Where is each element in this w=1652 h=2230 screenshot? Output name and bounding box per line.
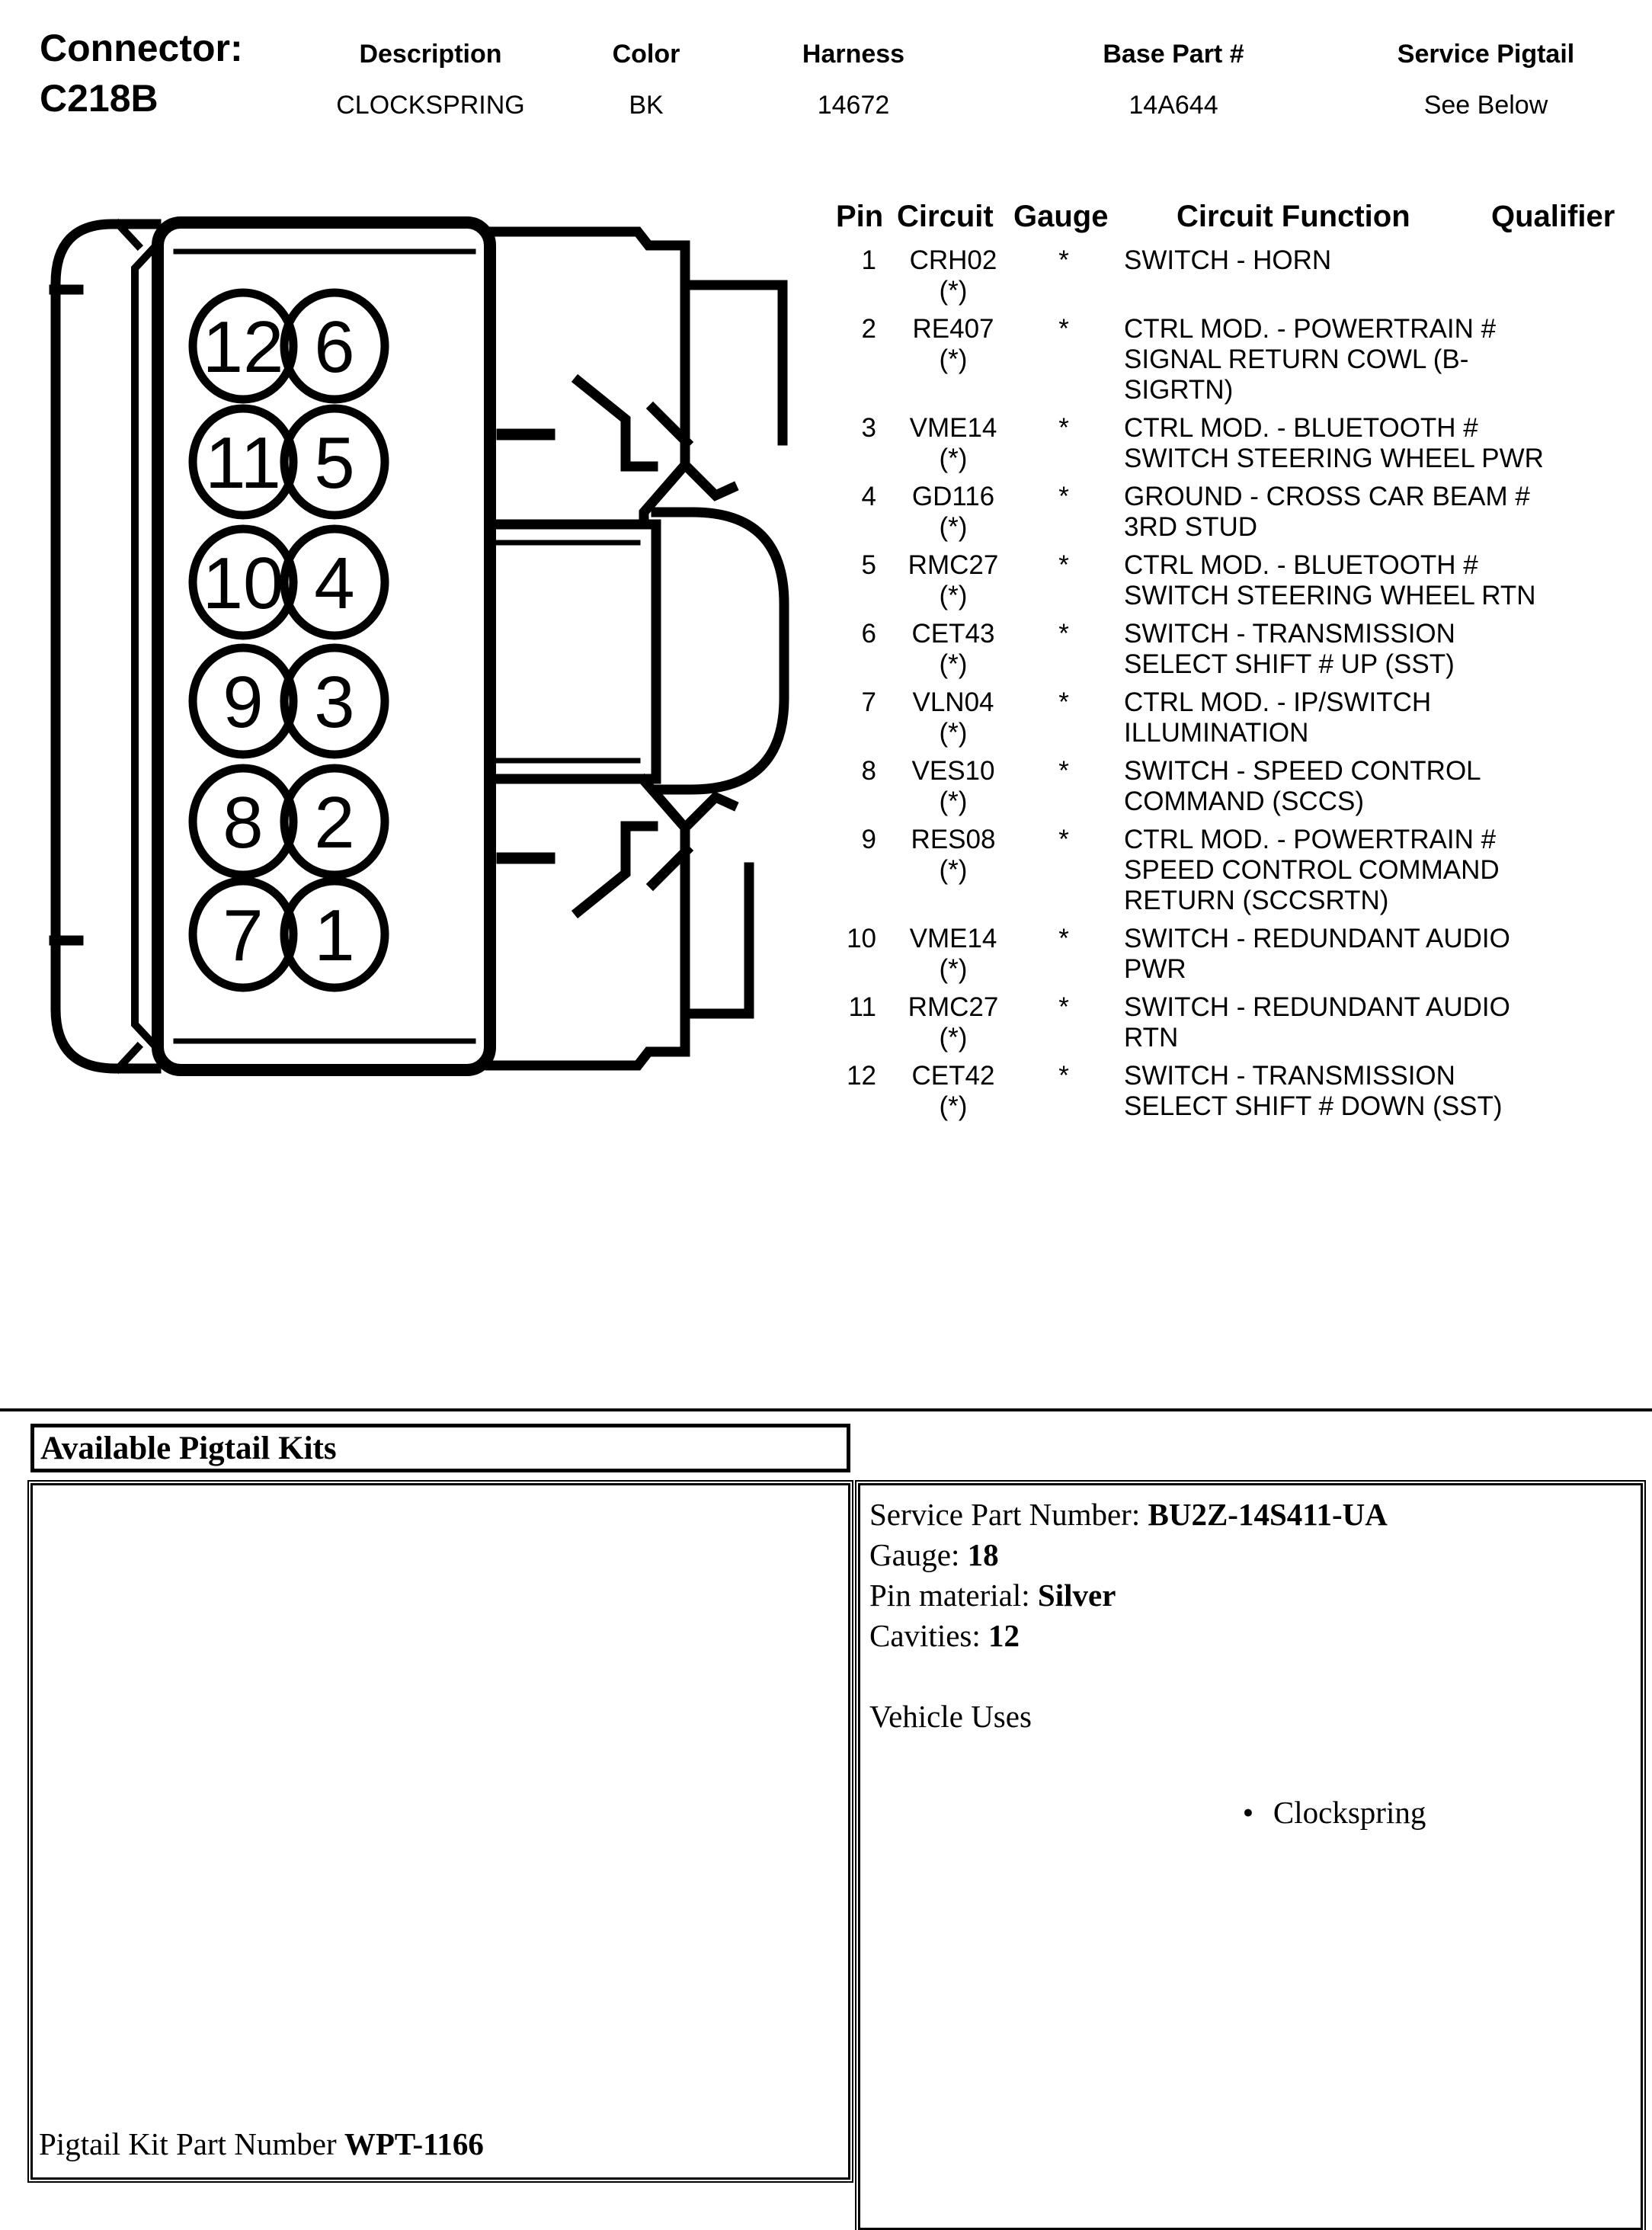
header-col-base-part- <box>1036 40 1311 120</box>
circuit-note: (*) <box>939 787 968 816</box>
circuit-function: SWITCH - TRANSMISSION SELECT SHIFT # UP (SST) <box>1124 619 1455 679</box>
circuit-note: (*) <box>939 512 968 542</box>
connector-id: C218B <box>40 77 158 120</box>
pin-cavity-number: 9 <box>223 662 264 743</box>
pin-cavities <box>193 293 385 988</box>
pin-cavity-number: 11 <box>205 422 281 504</box>
pigtail-kits-title: Available Pigtail Kits <box>40 1430 337 1466</box>
pin-cavity-number: 8 <box>223 782 264 863</box>
pin-number: 12 <box>847 1061 876 1091</box>
pin-row-6 <box>834 619 1652 680</box>
header-col-service-pigtail <box>1349 40 1623 120</box>
circuit-function: GROUND - CROSS CAR BEAM # 3RD STUD <box>1124 482 1530 542</box>
circuit-function: CTRL MOD. - POWERTRAIN # SIGNAL RETURN COWL (B-SIGRTN) <box>1124 314 1497 405</box>
service-detail-value: 18 <box>967 1537 999 1572</box>
pin-row-3 <box>834 413 1652 474</box>
pigtail-kit-number: WPT-1166 <box>344 2126 484 2161</box>
circuit-note: (*) <box>939 649 968 679</box>
pin-number: 2 <box>861 314 876 344</box>
gauge-value: * <box>1058 756 1069 786</box>
pin-number: 10 <box>847 924 876 953</box>
pin-cavity-number: 7 <box>223 895 264 976</box>
header-col-value: BK <box>629 91 664 120</box>
circuit-note: (*) <box>939 1023 968 1053</box>
pigtail-kits-title-box <box>30 1424 850 1472</box>
header-col-harness <box>716 40 991 120</box>
circuit-code: VLN04 <box>912 687 994 717</box>
pin-number: 8 <box>861 756 876 786</box>
col-header-gauge: Gauge <box>1013 200 1109 233</box>
pigtail-kit-label: Pigtail Kit Part Number <box>39 2126 337 2161</box>
circuit-function: SWITCH - HORN <box>1124 245 1332 275</box>
pin-cavity-number: 4 <box>314 543 355 624</box>
pin-number: 7 <box>861 687 876 717</box>
circuit-code: RE407 <box>912 314 994 344</box>
bullet-icon: ● <box>1243 1802 1253 1821</box>
circuit-note: (*) <box>939 855 968 885</box>
header-col-label: Color <box>612 40 680 69</box>
circuit-code: RES08 <box>911 825 996 854</box>
qualifier-value <box>1551 1061 1652 1122</box>
circuit-cell <box>896 825 1010 916</box>
header-col-label: Harness <box>802 40 905 69</box>
qualifier-value <box>1551 924 1652 985</box>
connector-header <box>40 23 243 123</box>
service-detail-value: BU2Z-14S411-UA <box>1148 1497 1388 1532</box>
circuit-cell <box>896 413 1010 474</box>
pin-row-4 <box>834 482 1652 543</box>
service-part-box <box>858 1483 1643 2230</box>
service-detail-line <box>869 1495 1631 1535</box>
pin-row-11 <box>834 992 1652 1053</box>
circuit-cell <box>896 550 1010 611</box>
circuit-note: (*) <box>939 276 968 306</box>
gauge-value: * <box>1058 924 1069 953</box>
gauge-value: * <box>1058 245 1069 275</box>
profile-top-ext <box>685 285 783 441</box>
service-detail-line <box>869 1535 1631 1575</box>
service-part-details <box>869 1495 1631 1656</box>
service-detail-label: Pin material: <box>869 1578 1038 1613</box>
pin-cavity-number: 6 <box>314 306 355 388</box>
pin-row-10 <box>834 924 1652 985</box>
gauge-value: * <box>1058 482 1069 511</box>
circuit-code: VME14 <box>909 413 997 443</box>
latch-top <box>578 381 732 495</box>
circuit-cell <box>896 992 1010 1053</box>
circuit-code: VME14 <box>909 924 997 953</box>
gauge-value: * <box>1058 550 1069 580</box>
barrel <box>656 512 784 790</box>
circuit-note: (*) <box>939 718 968 748</box>
pin-row-9 <box>834 825 1652 916</box>
gauge-value: * <box>1058 1061 1069 1091</box>
qualifier-value <box>1551 825 1652 916</box>
pin-cavity-number: 3 <box>314 662 355 743</box>
qualifier-value <box>1551 482 1652 543</box>
pin-number: 9 <box>861 825 876 854</box>
profile-bottom-ext <box>685 867 749 1014</box>
section-divider <box>0 1408 1652 1411</box>
header-col-value: 14672 <box>817 91 890 120</box>
header-col-label: Base Part # <box>1103 40 1244 69</box>
service-detail-line <box>869 1575 1631 1616</box>
circuit-function: SWITCH - REDUNDANT AUDIO PWR <box>1124 924 1510 984</box>
pin-number: 5 <box>861 550 876 580</box>
shaft-inner <box>490 543 638 761</box>
pin-number: 4 <box>861 482 876 511</box>
gauge-value: * <box>1058 687 1069 717</box>
vehicle-use-item <box>869 1792 1631 1832</box>
circuit-note: (*) <box>939 344 968 374</box>
col-header-function: Circuit Function <box>1177 200 1410 233</box>
pin-table-rows <box>834 245 1652 1129</box>
col-header-circuit: Circuit <box>897 200 994 233</box>
header-col-value: CLOCKSPRING <box>336 91 525 120</box>
circuit-function: CTRL MOD. - BLUETOOTH # SWITCH STEERING WHEEL RTN <box>1124 550 1536 610</box>
vehicle-use-label: Clockspring <box>1273 1794 1426 1830</box>
qualifier-value <box>1551 245 1652 306</box>
circuit-cell <box>896 924 1010 985</box>
gauge-value: * <box>1058 314 1069 344</box>
circuit-cell <box>896 314 1010 405</box>
circuit-code: VES10 <box>911 756 995 786</box>
service-detail-label: Service Part Number: <box>869 1497 1148 1532</box>
header-col-label: Service Pigtail <box>1397 40 1575 69</box>
connector-diagram <box>42 212 796 1085</box>
qualifier-value <box>1551 756 1652 817</box>
circuit-code: CET43 <box>911 619 995 649</box>
qualifier-value <box>1551 314 1652 405</box>
gauge-value: * <box>1058 413 1069 443</box>
pin-row-1 <box>834 245 1652 306</box>
shaft <box>490 524 656 779</box>
circuit-note: (*) <box>939 444 968 473</box>
vehicle-uses-title: Vehicle Uses <box>869 1699 1032 1734</box>
pin-cavity-number: 2 <box>314 782 355 863</box>
circuit-note: (*) <box>939 1091 968 1121</box>
circuit-cell <box>896 756 1010 817</box>
vehicle-uses-list <box>869 1792 1631 1832</box>
header-col-label: Description <box>359 40 502 69</box>
col-header-pin: Pin <box>836 200 884 233</box>
circuit-code: RMC27 <box>908 550 999 580</box>
col-header-qualifier: Qualifier <box>1491 200 1615 233</box>
pin-number: 1 <box>861 245 876 275</box>
pin-number: 3 <box>861 413 876 443</box>
header-col-value: 14A644 <box>1129 91 1218 120</box>
circuit-cell <box>896 619 1010 680</box>
pin-number: 6 <box>861 619 876 649</box>
service-detail-line <box>869 1616 1631 1656</box>
pin-number: 11 <box>848 992 876 1022</box>
gauge-value: * <box>1058 992 1069 1022</box>
circuit-cell <box>896 245 1010 306</box>
circuit-function: CTRL MOD. - POWERTRAIN # SPEED CONTROL COMMAND RETURN (SCCSRTN) <box>1124 825 1500 915</box>
circuit-function: CTRL MOD. - BLUETOOTH # SWITCH STEERING WHEEL PWR <box>1124 413 1544 473</box>
circuit-cell <box>896 687 1010 748</box>
qualifier-value <box>1551 687 1652 748</box>
service-detail-value: 12 <box>988 1618 1020 1653</box>
circuit-code: CET42 <box>911 1061 995 1091</box>
circuit-cell <box>896 1061 1010 1122</box>
pin-row-5 <box>834 550 1652 611</box>
circuit-function: SWITCH - TRANSMISSION SELECT SHIFT # DOWN (SST) <box>1124 1061 1503 1121</box>
pigtail-kit-box <box>30 1483 850 2180</box>
circuit-code: CRH02 <box>909 245 997 275</box>
circuit-function: SWITCH - REDUNDANT AUDIO RTN <box>1124 992 1510 1053</box>
circuit-note: (*) <box>939 581 968 610</box>
header-col-value: See Below <box>1423 91 1548 120</box>
pigtail-kit-line <box>39 2126 484 2162</box>
circuit-function: CTRL MOD. - IP/SWITCH ILLUMINATION <box>1124 687 1432 748</box>
pin-cavity-number: 1 <box>314 895 355 976</box>
connector-label: Connector: <box>40 27 243 69</box>
gauge-value: * <box>1058 619 1069 649</box>
service-detail-label: Cavities: <box>869 1618 989 1653</box>
circuit-code: GD116 <box>911 482 995 511</box>
circuit-code: RMC27 <box>908 992 999 1022</box>
pin-row-2 <box>834 314 1652 405</box>
latch-bottom <box>578 797 732 912</box>
service-detail-label: Gauge: <box>869 1537 968 1572</box>
qualifier-value <box>1551 413 1652 474</box>
circuit-note: (*) <box>939 954 968 984</box>
pin-cavity-number: 5 <box>314 422 355 504</box>
pin-row-8 <box>834 756 1652 817</box>
circuit-cell <box>896 482 1010 543</box>
pin-row-12 <box>834 1061 1652 1122</box>
service-detail-value: Silver <box>1037 1578 1116 1613</box>
qualifier-value <box>1551 992 1652 1053</box>
pin-cavity-number: 12 <box>202 306 284 388</box>
pin-cavity-number: 10 <box>202 543 284 624</box>
gauge-value: * <box>1058 825 1069 854</box>
qualifier-value <box>1551 550 1652 611</box>
pin-row-7 <box>834 687 1652 748</box>
profile-top <box>490 232 685 524</box>
circuit-function: SWITCH - SPEED CONTROL COMMAND (SCCS) <box>1124 756 1481 816</box>
qualifier-value <box>1551 619 1652 680</box>
